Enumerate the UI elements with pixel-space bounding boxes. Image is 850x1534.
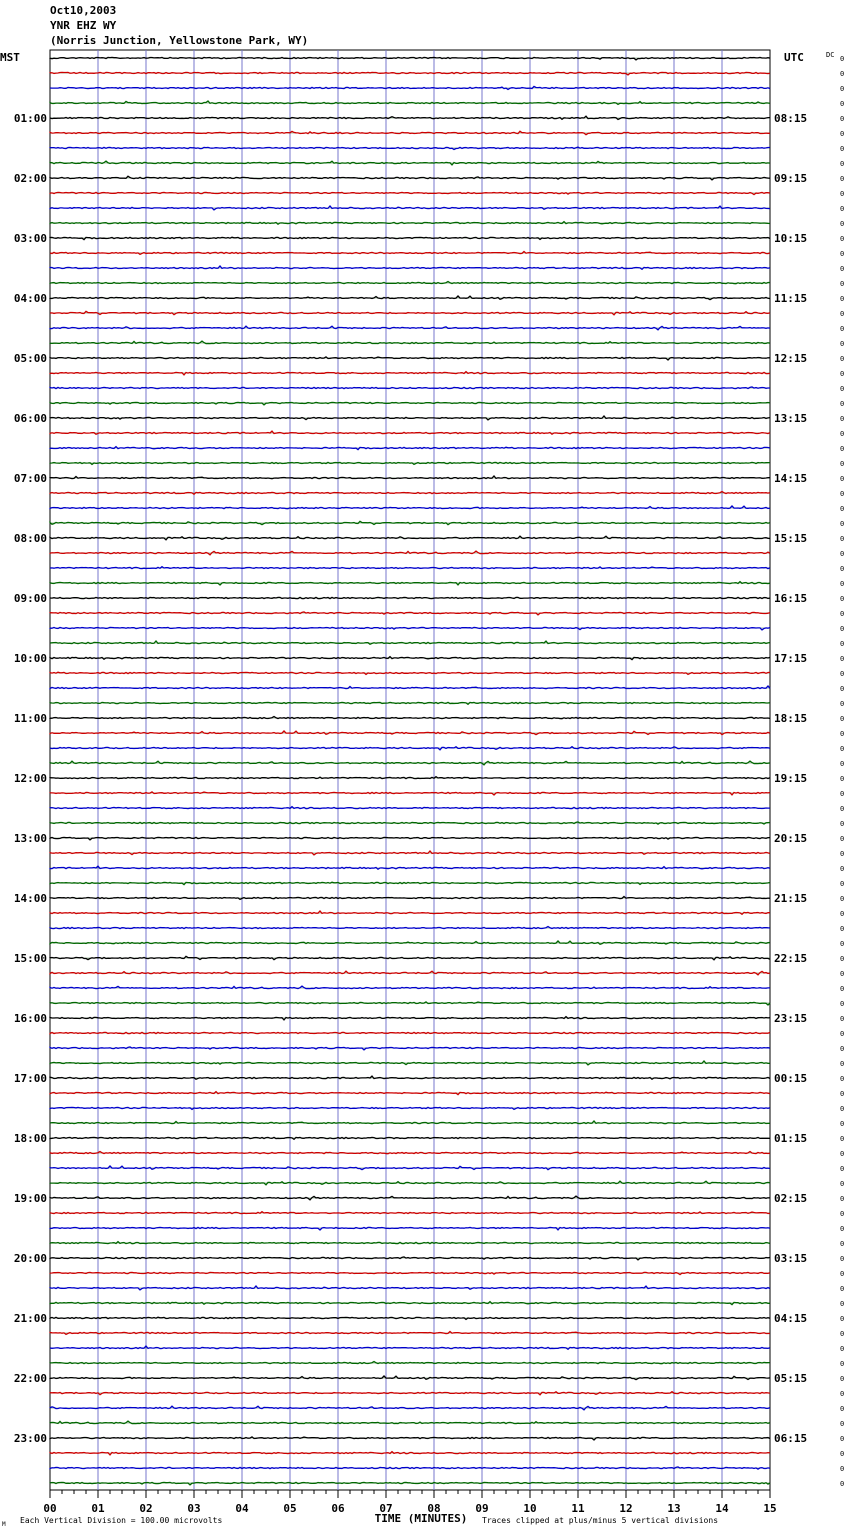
seismic-trace [50, 1092, 770, 1095]
right-hour-label: 19:15 [774, 772, 808, 785]
seismic-trace [50, 476, 770, 479]
seismic-trace [50, 296, 770, 300]
dc-offset-value: 0 [840, 1330, 845, 1338]
dc-offset-value: 0 [840, 475, 845, 483]
dc-offset-value: 0 [840, 430, 845, 438]
x-tick-label: 06 [331, 1502, 345, 1515]
dc-offset-value: 0 [840, 1270, 845, 1278]
seismic-trace [50, 101, 770, 104]
dc-offset-value: 0 [840, 640, 845, 648]
seismic-trace [50, 462, 770, 464]
seismic-trace [50, 927, 770, 929]
dc-offset-value: 0 [840, 1165, 845, 1173]
seismic-trace [50, 206, 770, 210]
dc-offset-value: 0 [840, 970, 845, 978]
dc-offset-value: 0 [840, 130, 845, 138]
seismic-trace [50, 147, 770, 149]
dc-offset-value: 0 [840, 835, 845, 843]
dc-offset-value: 0 [840, 565, 845, 573]
seismic-trace [50, 237, 770, 239]
dc-offset-value: 0 [840, 265, 845, 273]
left-hour-label: 14:00 [13, 892, 47, 905]
dc-offset-value: 0 [840, 535, 845, 543]
x-tick-label: 07 [379, 1502, 393, 1515]
right-hour-label: 04:15 [774, 1312, 808, 1325]
dc-offset-value: 0 [840, 775, 845, 783]
x-axis-title: TIME (MINUTES) [374, 1512, 468, 1525]
left-hour-label: 12:00 [13, 772, 47, 785]
left-hour-label: 15:00 [13, 952, 47, 965]
dc-offset-value: 0 [840, 940, 845, 948]
left-hour-label: 20:00 [13, 1252, 47, 1265]
seismic-trace [50, 731, 770, 735]
dc-offset-value: 0 [840, 490, 845, 498]
seismic-trace [50, 897, 770, 900]
seismic-trace [50, 1061, 770, 1065]
right-hour-label: 17:15 [774, 652, 808, 665]
dc-offset-value: 0 [840, 1150, 845, 1158]
seismic-trace [50, 551, 770, 555]
right-hour-label: 15:15 [774, 532, 808, 545]
seismic-trace [50, 612, 770, 615]
x-tick-label: 13 [667, 1502, 681, 1515]
right-hour-label: 23:15 [774, 1012, 808, 1025]
dc-offset-value: 0 [840, 1105, 845, 1113]
dc-offset-value: 0 [840, 1075, 845, 1083]
seismic-trace [50, 222, 770, 225]
dc-offset-value: 0 [840, 280, 845, 288]
left-hour-label: 07:00 [13, 472, 47, 485]
seismic-trace [50, 492, 770, 495]
dc-offset-value: 0 [840, 1375, 845, 1383]
seismic-trace [50, 686, 770, 689]
dc-offset-value: 0 [840, 670, 845, 678]
seismic-trace [50, 1047, 770, 1050]
seismic-trace [50, 311, 770, 315]
seismic-trace [50, 986, 770, 989]
dc-offset-value: 0 [840, 190, 845, 198]
dc-offset-value: 0 [840, 985, 845, 993]
dc-offset-value: 0 [840, 460, 845, 468]
seismic-trace [50, 192, 770, 194]
seismic-trace [50, 1121, 770, 1124]
left-hour-label: 16:00 [13, 1012, 47, 1025]
label-layer [0, 51, 844, 1528]
seismic-trace [50, 1376, 770, 1380]
seismic-trace [50, 536, 770, 540]
seismic-trace [50, 911, 770, 914]
seismic-trace [50, 777, 770, 779]
right-hour-label: 09:15 [774, 172, 808, 185]
seismic-trace [50, 1392, 770, 1395]
dc-offset-value: 0 [840, 1180, 845, 1188]
dc-offset-value: 0 [840, 895, 845, 903]
dc-offset-value: 0 [840, 550, 845, 558]
seismic-trace [50, 792, 770, 795]
seismic-trace [50, 341, 770, 344]
dc-offset-value: 0 [840, 100, 845, 108]
dc-offset-value: 0 [840, 175, 845, 183]
seismic-trace [50, 657, 770, 660]
dc-offset-value: 0 [840, 1090, 845, 1098]
station-location: (Norris Junction, Yellowstone Park, WY) [50, 34, 309, 47]
right-hour-label: 12:15 [774, 352, 808, 365]
x-tick-label: 04 [235, 1502, 249, 1515]
dc-offset-value: 0 [840, 1135, 845, 1143]
x-tick-label: 00 [43, 1502, 57, 1515]
dc-offset-value: 0 [840, 325, 845, 333]
seismic-trace [50, 971, 770, 975]
left-hour-label: 23:00 [13, 1432, 47, 1445]
seismic-trace [50, 521, 770, 524]
seismic-trace [50, 1302, 770, 1305]
left-hour-label: 21:00 [13, 1312, 47, 1325]
dc-offset-value: 0 [840, 1285, 845, 1293]
seismic-trace [50, 1212, 770, 1214]
right-hour-label: 02:15 [774, 1192, 808, 1205]
seismic-trace [50, 1242, 770, 1244]
dc-offset-value: 0 [840, 370, 845, 378]
right-hour-label: 05:15 [774, 1372, 808, 1385]
left-hour-label: 17:00 [13, 1072, 47, 1085]
dc-offset-value: 0 [840, 55, 845, 63]
left-hour-label: 11:00 [13, 712, 47, 725]
seismic-trace [50, 1137, 770, 1139]
seismic-trace [50, 1467, 770, 1469]
seismic-trace [50, 416, 770, 420]
dc-offset-value: 0 [840, 115, 845, 123]
left-hour-label: 22:00 [13, 1372, 47, 1385]
seismic-trace [50, 1227, 770, 1230]
x-tick-label: 10 [523, 1502, 537, 1515]
seismic-trace [50, 1107, 770, 1109]
dc-offset-value: 0 [840, 700, 845, 708]
dc-offset-value: 0 [840, 1300, 845, 1308]
right-hour-label: 11:15 [774, 292, 808, 305]
dc-offset-value: 0 [840, 1390, 845, 1398]
dc-offset-value: 0 [840, 1360, 845, 1368]
right-hour-label: 13:15 [774, 412, 808, 425]
station-code: YNR EHZ WY [50, 19, 117, 32]
dc-offset-value: 0 [840, 160, 845, 168]
seismic-trace [50, 116, 770, 119]
trace-layer [50, 57, 770, 1485]
left-hour-label: 04:00 [13, 292, 47, 305]
dc-offset-value: 0 [840, 250, 845, 258]
dc-offset-value: 0 [840, 925, 845, 933]
right-hour-label: 21:15 [774, 892, 808, 905]
seismic-trace [50, 1032, 770, 1033]
seismic-trace [50, 807, 770, 809]
dc-offset-value: 0 [840, 355, 845, 363]
seismic-trace [50, 1257, 770, 1260]
seismic-trace [50, 86, 770, 89]
right-hour-label: 10:15 [774, 232, 808, 245]
seismic-trace [50, 266, 770, 269]
dc-offset-value: 0 [840, 1480, 845, 1488]
dc-offset-value: 0 [840, 505, 845, 513]
left-hour-label: 08:00 [13, 532, 47, 545]
x-tick-label: 14 [715, 1502, 729, 1515]
seismic-trace [50, 1346, 770, 1349]
dc-offset-value: 0 [840, 85, 845, 93]
dc-offset-value: 0 [840, 910, 845, 918]
dc-offset-value: 0 [840, 850, 845, 858]
x-tick-label: 09 [475, 1502, 489, 1515]
dc-offset-value: 0 [840, 955, 845, 963]
dc-offset-value: 0 [840, 1045, 845, 1053]
dc-offset-value: 0 [840, 820, 845, 828]
seismic-trace [50, 1152, 770, 1154]
seismic-trace [50, 1421, 770, 1424]
seismic-trace [50, 252, 770, 255]
seismic-trace [50, 866, 770, 869]
seismic-trace [50, 1286, 770, 1290]
dc-offset-value: 0 [840, 805, 845, 813]
left-hour-label: 09:00 [13, 592, 47, 605]
seismic-trace [50, 1002, 770, 1005]
seismic-trace [50, 282, 770, 284]
right-hour-label: 18:15 [774, 712, 808, 725]
x-tick-label: 15 [763, 1502, 777, 1515]
dc-offset-value: 0 [840, 520, 845, 528]
left-hour-label: 01:00 [13, 112, 47, 125]
left-hour-label: 18:00 [13, 1132, 47, 1145]
x-tick-label: 01 [91, 1502, 105, 1515]
dc-offset-value: 0 [840, 715, 845, 723]
dc-offset-value: 0 [840, 1195, 845, 1203]
x-tick-label: 03 [187, 1502, 201, 1515]
dc-offset-value: 0 [840, 1435, 845, 1443]
dc-offset-value: 0 [840, 385, 845, 393]
seismic-trace [50, 672, 770, 674]
seismic-trace [50, 1017, 770, 1020]
seismic-trace [50, 1362, 770, 1364]
x-tick-label: 11 [571, 1502, 585, 1515]
dc-offset-value: 0 [840, 145, 845, 153]
dc-offset-value: 0 [840, 685, 845, 693]
seismic-trace [50, 131, 770, 134]
dc-label: DC [826, 51, 835, 59]
left-zone-label: MST [0, 51, 20, 64]
dc-offset-value: 0 [840, 1315, 845, 1323]
left-hour-label: 13:00 [13, 832, 47, 845]
seismic-trace [50, 447, 770, 450]
dc-offset-value: 0 [840, 760, 845, 768]
seismic-trace [50, 702, 770, 704]
dc-offset-value: 0 [840, 1060, 845, 1068]
dc-offset-value: 0 [840, 1465, 845, 1473]
dc-offset-value: 0 [840, 1015, 845, 1023]
left-hour-label: 10:00 [13, 652, 47, 665]
seismic-trace [50, 1332, 770, 1335]
dc-offset-value: 0 [840, 1345, 845, 1353]
seismic-trace [50, 1181, 770, 1185]
left-hour-label: 02:00 [13, 172, 47, 185]
dc-offset-value: 0 [840, 880, 845, 888]
seismic-trace [50, 627, 770, 630]
dc-offset-value: 0 [840, 865, 845, 873]
seismic-trace [50, 641, 770, 644]
dc-offset-value: 0 [840, 1120, 845, 1128]
dc-offset-value: 0 [840, 580, 845, 588]
dc-offset-value: 0 [840, 295, 845, 303]
right-hour-label: 16:15 [774, 592, 808, 605]
plot-date: Oct10,2003 [50, 4, 117, 17]
seismic-trace [50, 1437, 770, 1440]
right-hour-label: 08:15 [774, 112, 808, 125]
dc-offset-value: 0 [840, 400, 845, 408]
right-hour-label: 00:15 [774, 1072, 808, 1085]
seismic-trace [50, 1406, 770, 1410]
dc-offset-value: 0 [840, 235, 845, 243]
left-hour-label: 03:00 [13, 232, 47, 245]
dc-offset-value: 0 [840, 1225, 845, 1233]
dc-offset-value: 0 [840, 1450, 845, 1458]
seismic-trace [50, 956, 770, 960]
seismic-trace [50, 57, 770, 60]
right-hour-label: 22:15 [774, 952, 808, 965]
right-zone-label: UTC [784, 51, 804, 64]
left-hour-label: 06:00 [13, 412, 47, 425]
seismic-trace [50, 1317, 770, 1319]
dc-offset-value: 0 [840, 1255, 845, 1263]
seismic-trace [50, 402, 770, 405]
dc-offset-value: 0 [840, 220, 845, 228]
x-tick-label: 08 [427, 1502, 441, 1515]
dc-offset-value: 0 [840, 1000, 845, 1008]
right-hour-label: 14:15 [774, 472, 808, 485]
seismic-trace [50, 822, 770, 824]
seismic-trace [50, 597, 770, 598]
dc-offset-value: 0 [840, 1240, 845, 1248]
dc-offset-value: 0 [840, 445, 845, 453]
dc-offset-value: 0 [840, 205, 845, 213]
seismic-trace [50, 717, 770, 719]
seismic-trace [50, 357, 770, 360]
seismic-trace [50, 567, 770, 569]
seismic-trace [50, 176, 770, 180]
clip-note: Traces clipped at plus/minus 5 vertical divisions [482, 1516, 719, 1525]
left-hour-label: 19:00 [13, 1192, 47, 1205]
left-hour-label: 05:00 [13, 352, 47, 365]
x-tick-label: 12 [619, 1502, 633, 1515]
dc-offset-value: 0 [840, 595, 845, 603]
dc-offset-value: 0 [840, 1210, 845, 1218]
dc-offset-value: 0 [840, 310, 845, 318]
scale-note: Each Vertical Division = 100.00 microvolts [20, 1516, 223, 1525]
dc-offset-value: 0 [840, 745, 845, 753]
dc-offset-value: 0 [840, 730, 845, 738]
dc-offset-value: 0 [840, 1405, 845, 1413]
right-hour-label: 20:15 [774, 832, 808, 845]
x-tick-label: 05 [283, 1502, 297, 1515]
right-hour-label: 06:15 [774, 1432, 808, 1445]
dc-offset-value: 0 [840, 340, 845, 348]
seismic-trace [50, 1196, 770, 1200]
dc-offset-value: 0 [840, 655, 845, 663]
seismic-trace [50, 161, 770, 165]
right-hour-label: 03:15 [774, 1252, 808, 1265]
x-tick-label: 02 [139, 1502, 153, 1515]
dc-offset-value: 0 [840, 1030, 845, 1038]
dc-offset-value: 0 [840, 1420, 845, 1428]
seismic-trace [50, 851, 770, 855]
dc-offset-value: 0 [840, 70, 845, 78]
corner-mark: M [2, 1521, 6, 1528]
dc-offset-value: 0 [840, 415, 845, 423]
seismic-trace [50, 882, 770, 884]
dc-offset-value: 0 [840, 790, 845, 798]
dc-offset-value: 0 [840, 610, 845, 618]
seismic-trace [50, 72, 770, 75]
right-hour-label: 01:15 [774, 1132, 808, 1145]
seismic-trace [50, 941, 770, 944]
dc-offset-value: 0 [840, 625, 845, 633]
